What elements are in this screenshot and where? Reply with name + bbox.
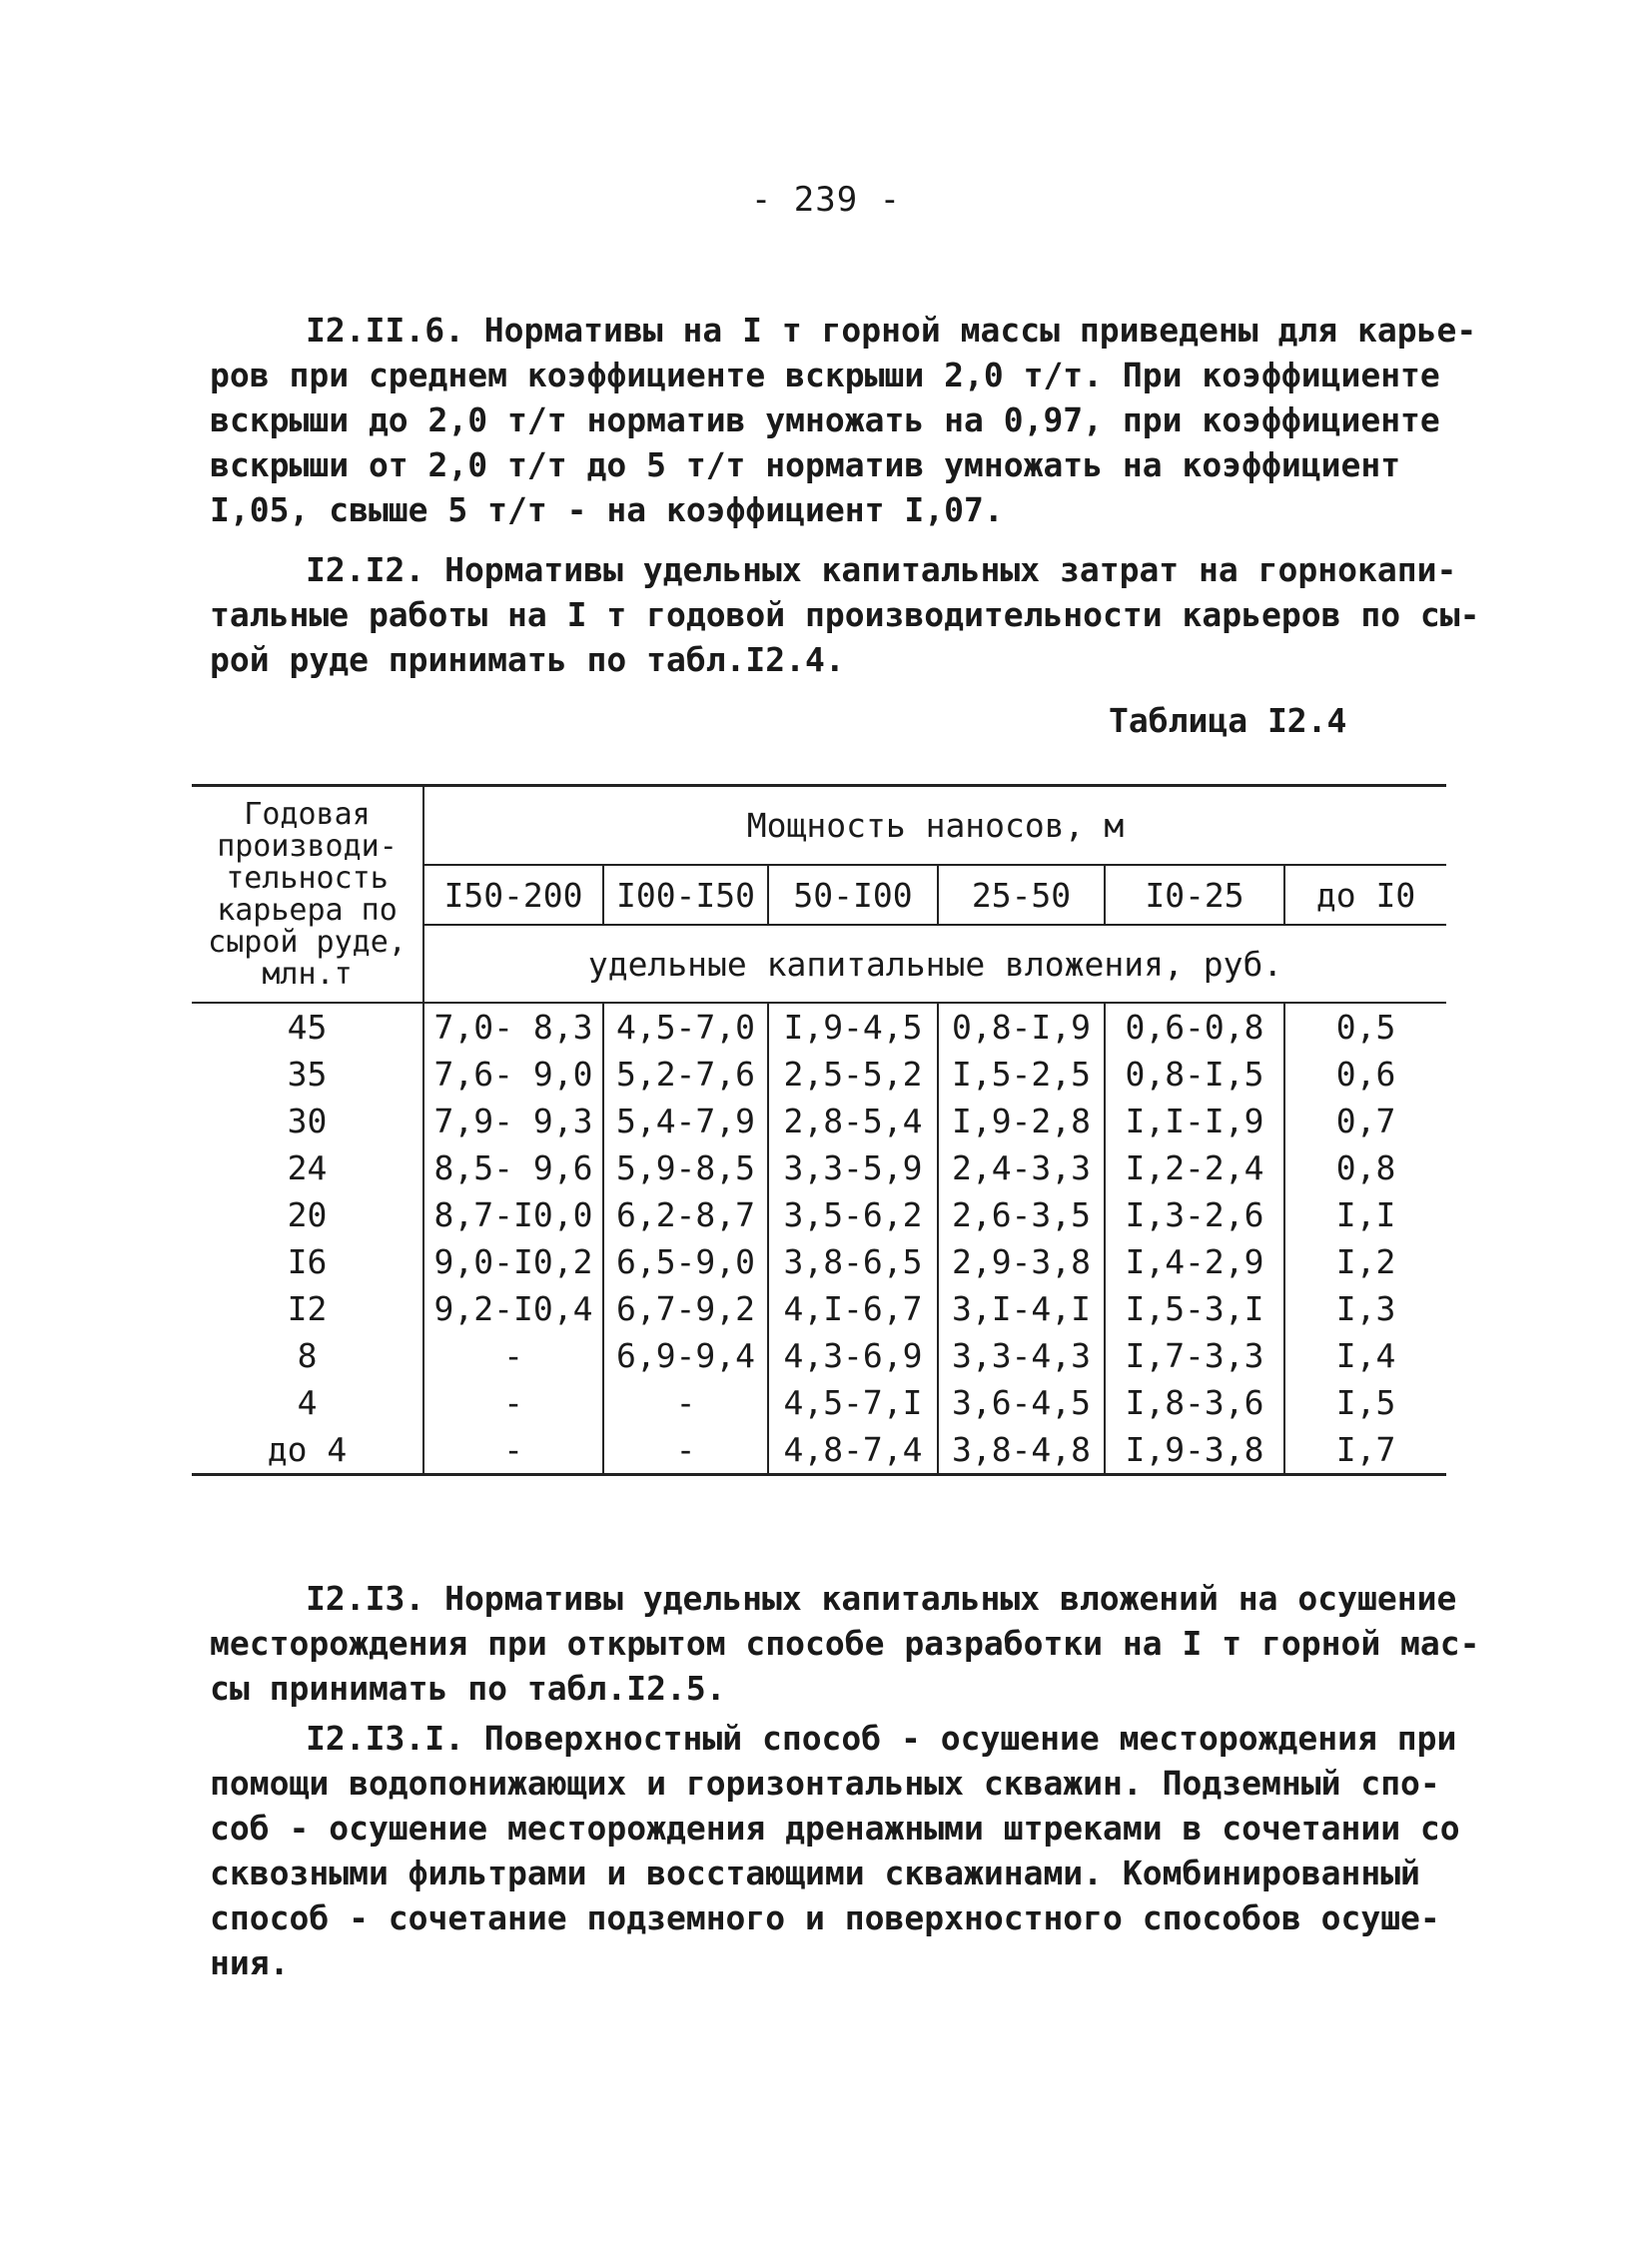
table-cell: 3,6-4,5	[951, 1383, 1092, 1422]
text-line: сы принимать по табл.I2.5.	[210, 1669, 726, 1708]
table-cell: -	[675, 1383, 696, 1422]
row-header-line: карьера по	[217, 892, 398, 928]
row-label: I2	[287, 1289, 328, 1328]
row-header-line: Годовая	[244, 796, 371, 832]
column-header: до I0	[1284, 865, 1446, 925]
table-cell: 7,6- 9,0	[433, 1055, 593, 1094]
row-label: I6	[287, 1242, 328, 1281]
table-cell: 5,9-8,5	[615, 1148, 756, 1187]
table-cell: I,9-4,5	[783, 1008, 923, 1047]
table-cell: 3,3-5,9	[783, 1148, 923, 1187]
row-label: 30	[287, 1102, 328, 1140]
text-line: месторождения при открытом способе разработки на I т горной мас-	[210, 1624, 1480, 1663]
table-cell: 3,I-4,I	[951, 1289, 1092, 1328]
table-cell: 9,2-I0,4	[433, 1289, 593, 1328]
row-label: до 4	[267, 1430, 348, 1469]
text-line: способ - сочетание подземного и поверхностного способов осуше-	[210, 1898, 1440, 1937]
table-cell: 4,3-6,9	[783, 1336, 923, 1375]
text-line: помощи водопонижающих и горизонтальных скважин. Подземный спо-	[210, 1764, 1440, 1803]
table-cell: 8,5- 9,6	[433, 1148, 593, 1187]
row-label: 20	[287, 1195, 328, 1234]
row-label: 4	[297, 1383, 318, 1422]
table-cell: I,9-3,8	[1125, 1430, 1264, 1469]
table-cell: -	[503, 1383, 523, 1422]
text-line: рой руде принимать по табл.I2.4.	[210, 640, 845, 679]
table-cell: I,3	[1335, 1289, 1396, 1328]
column-header: I00-I50	[603, 865, 768, 925]
text-line: вскрыши до 2,0 т/т норматив умножать на 0,97, при коэффициенте	[210, 400, 1440, 439]
table-cell: 6,5-9,0	[615, 1242, 756, 1281]
table-cell: 3,5-6,2	[783, 1195, 923, 1234]
column-header: 50-I00	[768, 865, 938, 925]
row-label: 8	[297, 1336, 318, 1375]
row-label: 35	[287, 1055, 328, 1094]
table-cell: 0,8	[1335, 1148, 1396, 1187]
table-cell: 6,9-9,4	[615, 1336, 756, 1375]
table-cell: I,2-2,4	[1125, 1148, 1264, 1187]
table-cell: I,5-3,I	[1125, 1289, 1264, 1328]
table-cell: 3,3-4,3	[951, 1336, 1092, 1375]
table-cell: 6,7-9,2	[615, 1289, 756, 1328]
text-line: I2.I3. Нормативы удельных капитальных вложений на осушение	[306, 1579, 1457, 1618]
table-cell: I,9-2,8	[951, 1102, 1092, 1140]
table-cell: -	[503, 1430, 523, 1469]
column-header: I0-25	[1105, 865, 1284, 925]
table-cell: I,4	[1335, 1336, 1396, 1375]
group-header: Мощность наносов, м	[423, 786, 1446, 866]
row-header-line: производи-	[217, 828, 398, 864]
text-line: I2.I2. Нормативы удельных капитальных затрат на горнокапи-	[306, 550, 1457, 589]
text-line: I2.II.6. Нормативы на I т горной массы приведены для карье-	[306, 311, 1477, 350]
page-number: - 239 -	[750, 180, 902, 220]
text-line: I,05, свыше 5 т/т - на коэффициент I,07.	[210, 490, 1004, 529]
table-cell: 9,0-I0,2	[433, 1242, 593, 1281]
table-cell: 0,6	[1335, 1055, 1396, 1094]
row-label: 24	[287, 1148, 328, 1187]
table-cell: 0,8-I,5	[1125, 1055, 1264, 1094]
table-cell: 0,5	[1335, 1008, 1396, 1047]
row-header-line: тельность	[226, 860, 389, 896]
row-header-line: млн.т	[262, 956, 353, 992]
text-line: ров при среднем коэффициенте вскрыши 2,0 т/т. При коэффициенте	[210, 356, 1440, 394]
table-cell: 0,6-0,8	[1125, 1008, 1264, 1047]
value-column	[423, 1003, 603, 1475]
table-cell: 5,4-7,9	[615, 1102, 756, 1140]
paragraph-12-12	[210, 547, 1480, 682]
table-cell: I,I	[1335, 1195, 1396, 1234]
text-line: вскрыши от 2,0 т/т до 5 т/т норматив умножать на коэффициент	[210, 445, 1401, 484]
text-line: I2.I3.I. Поверхностный способ - осушение месторождения при	[306, 1719, 1457, 1758]
text-line: ния.	[210, 1943, 290, 1982]
table-cell: 3,8-4,8	[951, 1430, 1092, 1469]
table-cell: 5,2-7,6	[615, 1055, 756, 1094]
table-cell: 4,5-7,0	[615, 1008, 756, 1047]
row-label-column	[192, 1003, 423, 1475]
row-header-line: сырой руде,	[208, 924, 407, 960]
column-header: I50-200	[423, 865, 603, 925]
text-line: тальные работы на I т годовой производительности карьеров по сы-	[210, 595, 1480, 634]
value-column	[1105, 1003, 1284, 1475]
table-cell: 2,6-3,5	[951, 1195, 1092, 1234]
paragraph-12-13	[210, 1576, 1480, 1711]
table-cell: 6,2-8,7	[615, 1195, 756, 1234]
subheader: удельные капитальные вложения, руб.	[423, 925, 1446, 1003]
paragraph-12-11-6	[210, 308, 1477, 532]
table-cell: -	[675, 1430, 696, 1469]
value-column	[768, 1003, 938, 1475]
row-label: 45	[287, 1008, 328, 1047]
paragraph-12-13-1	[210, 1716, 1460, 1985]
capital-investment-table	[192, 784, 1446, 1476]
value-column	[1284, 1003, 1446, 1475]
table-cell: 4,I-6,7	[783, 1289, 923, 1328]
value-column	[603, 1003, 768, 1475]
table-cell: -	[503, 1336, 523, 1375]
table-cell: 7,9- 9,3	[433, 1102, 593, 1140]
table-cell: 8,7-I0,0	[433, 1195, 593, 1234]
table-cell: 2,8-5,4	[783, 1102, 923, 1140]
table-cell: 0,8-I,9	[951, 1008, 1092, 1047]
table-cell: 3,8-6,5	[783, 1242, 923, 1281]
table-cell: I,4-2,9	[1125, 1242, 1264, 1281]
table-caption: Таблица I2.4	[1109, 701, 1347, 740]
row-header-cell	[192, 786, 423, 1004]
table-cell: I,3-2,6	[1125, 1195, 1264, 1234]
column-header: 25-50	[938, 865, 1105, 925]
table-cell: I,7-3,3	[1125, 1336, 1264, 1375]
table-cell: 4,8-7,4	[783, 1430, 923, 1469]
table-cell: I,I-I,9	[1125, 1102, 1264, 1140]
table-cell: 2,4-3,3	[951, 1148, 1092, 1187]
table-cell: I,5-2,5	[951, 1055, 1092, 1094]
table-cell: 7,0- 8,3	[433, 1008, 593, 1047]
table-cell: I,2	[1335, 1242, 1396, 1281]
table-cell: 0,7	[1335, 1102, 1396, 1140]
table-cell: 2,5-5,2	[783, 1055, 923, 1094]
table-cell: 2,9-3,8	[951, 1242, 1092, 1281]
table-cell: I,7	[1335, 1430, 1396, 1469]
text-line: соб - осушение месторождения дренажными штреками в сочетании со	[210, 1809, 1460, 1848]
table-cell: 4,5-7,I	[783, 1383, 923, 1422]
value-column	[938, 1003, 1105, 1475]
text-line: сквозными фильтрами и восстающими скважинами. Комбинированный	[210, 1854, 1420, 1892]
table-cell: I,5	[1335, 1383, 1396, 1422]
table-cell: I,8-3,6	[1125, 1383, 1264, 1422]
